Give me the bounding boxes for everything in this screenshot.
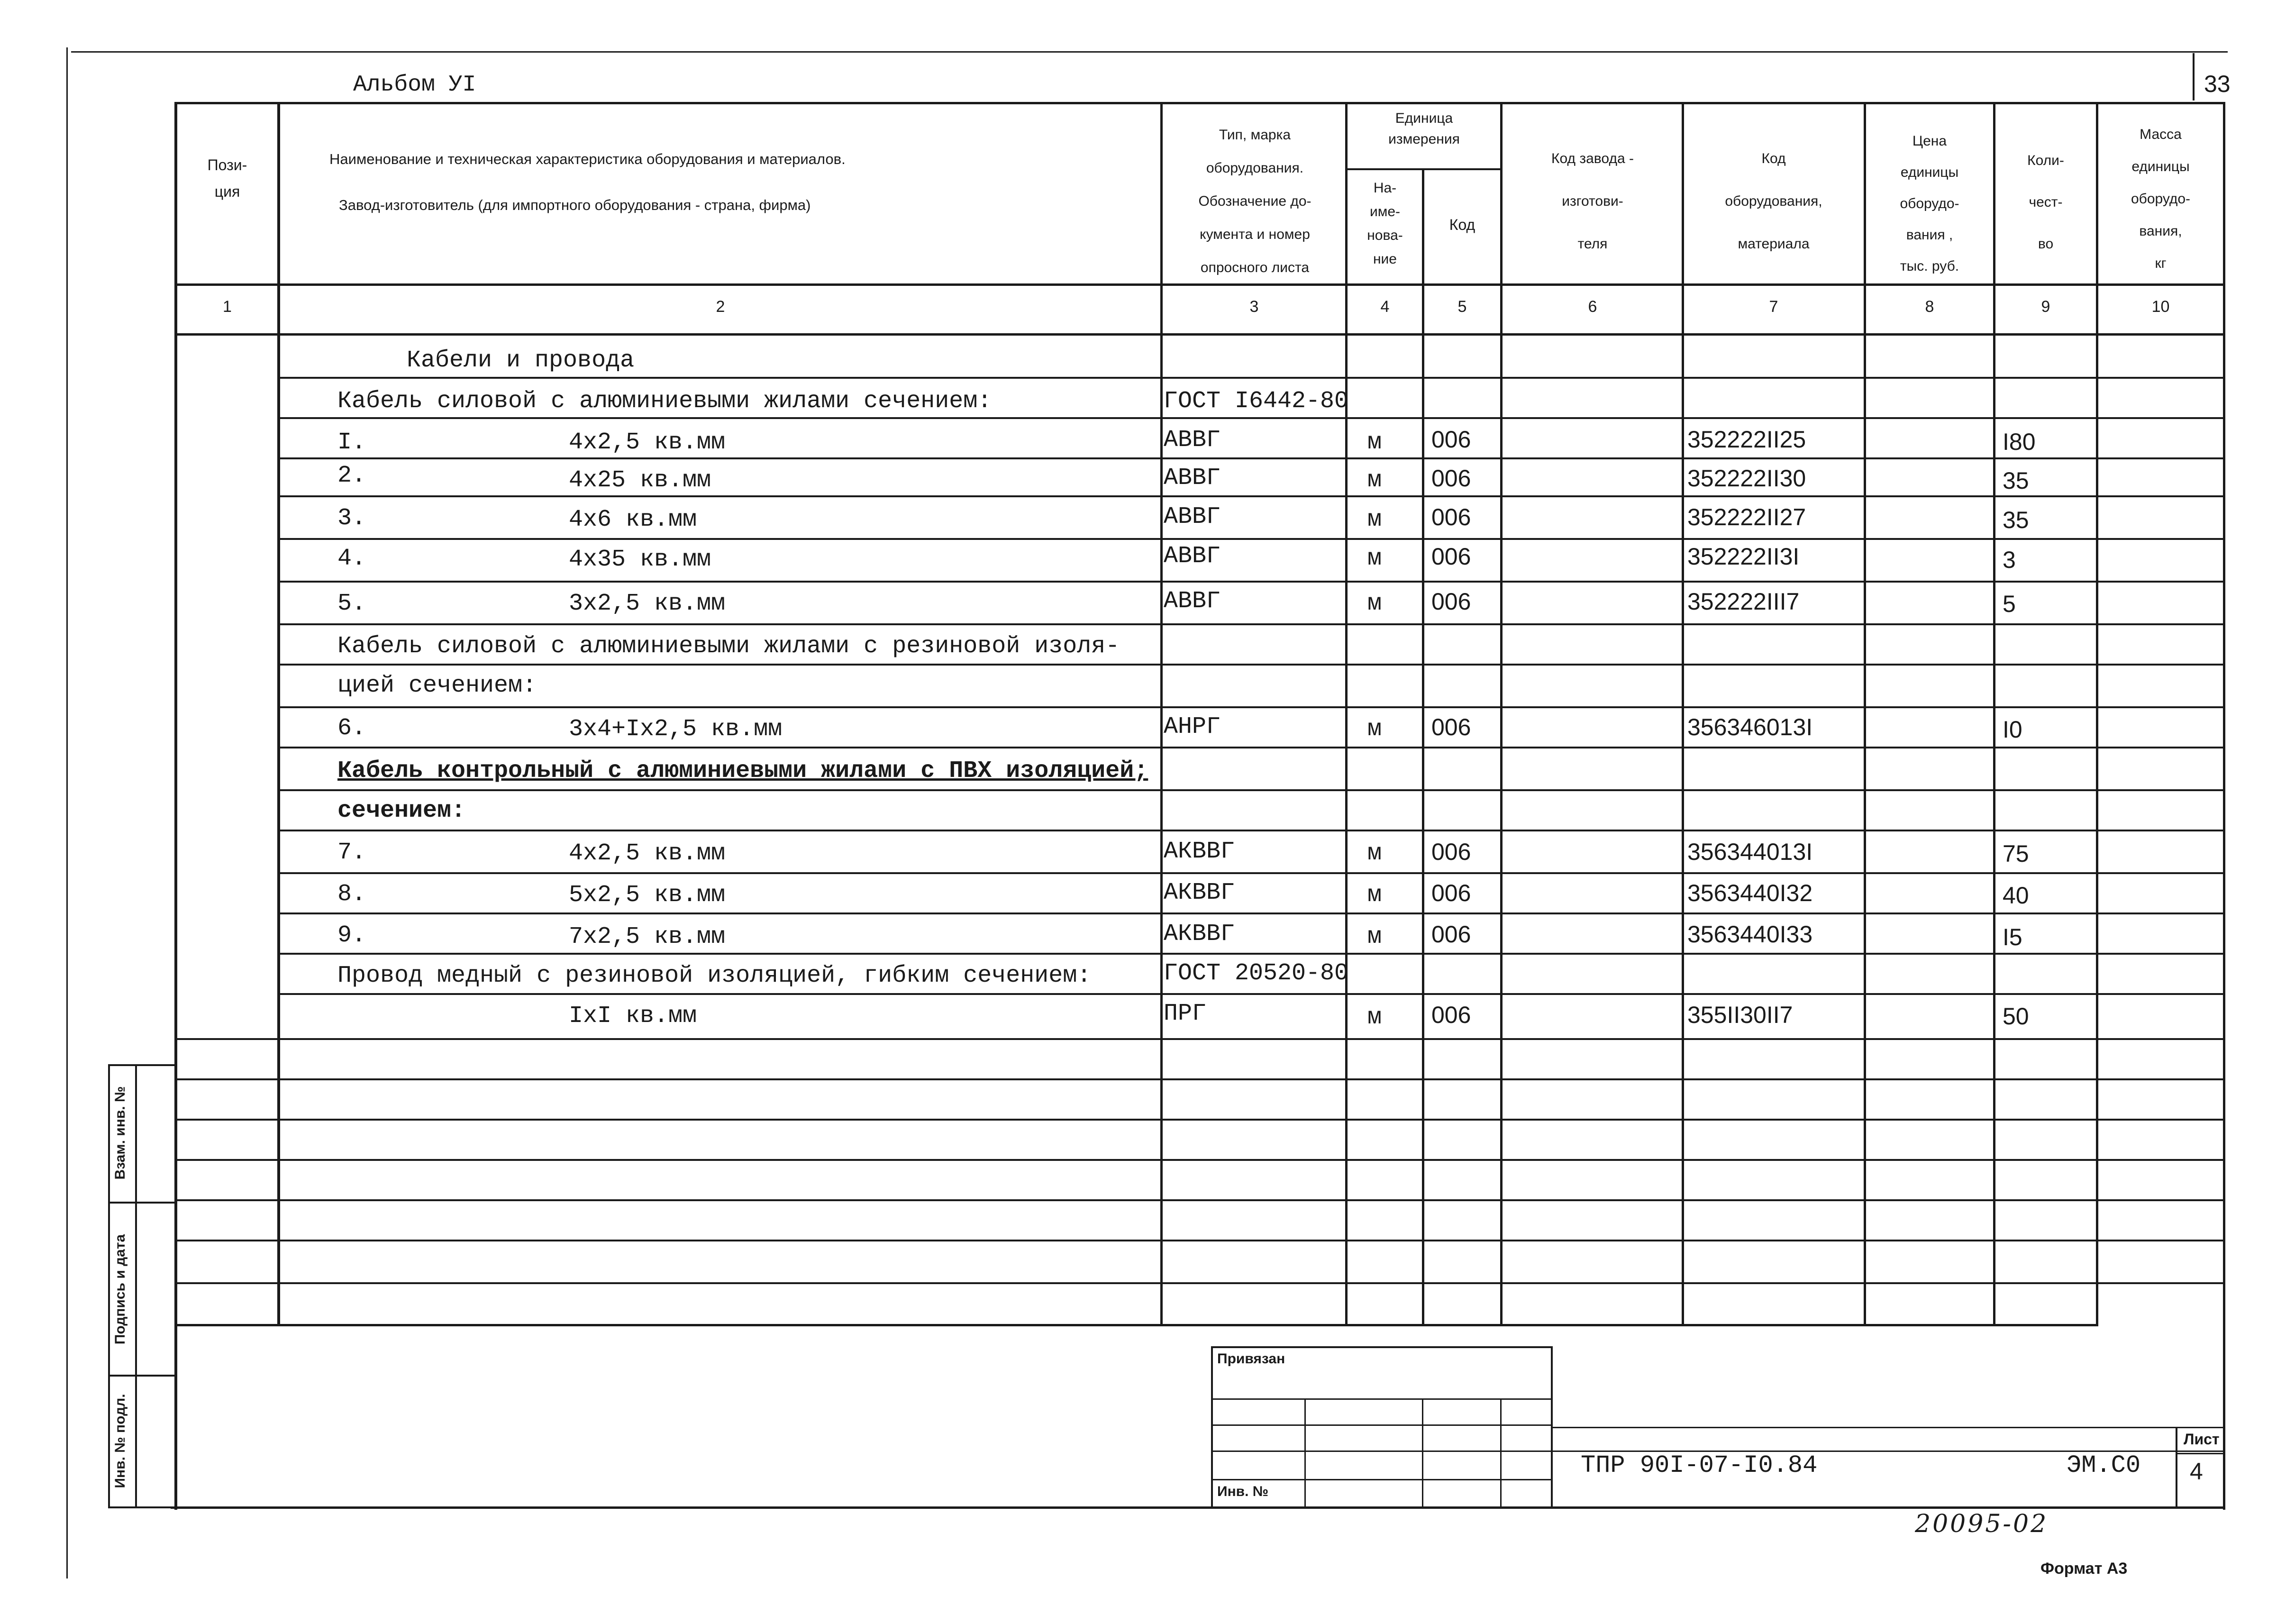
colnum-5: 5 — [1457, 298, 1467, 316]
header-quantity: Коли- чест- во — [2027, 153, 2064, 252]
row-type: АКВВГ — [1164, 921, 1235, 948]
row-type: АВВГ — [1164, 427, 1221, 454]
col-sep-3 — [1345, 102, 1348, 1325]
row-number: I. — [337, 429, 366, 456]
left-margin-line — [66, 47, 68, 1578]
header-unit-code: Код — [1449, 216, 1475, 233]
row-qty: 40 — [2003, 882, 2029, 909]
header-factory-code: Код завода - изготови- теля — [1551, 151, 1634, 252]
row-qty: I5 — [2003, 924, 2022, 950]
row-line — [280, 538, 2223, 540]
row-unit: м — [1367, 1004, 1382, 1031]
row-type: ПРГ — [1164, 1000, 1207, 1027]
side-label-inv-original: Инв. № подл. — [112, 1394, 128, 1488]
row-unit: м — [1367, 506, 1382, 533]
header-unit-title: Единица измерения — [1388, 110, 1460, 147]
page-number: 33 — [2204, 71, 2231, 97]
header-price: Цена единицы оборудо- вания , тыс. руб. — [1900, 133, 1959, 274]
row-qty: I0 — [2003, 716, 2022, 743]
row-code: 356346013I — [1687, 714, 1813, 740]
side-label-signature-date: Подпись и дата — [112, 1234, 128, 1345]
row-code: 352222III7 — [1687, 588, 1800, 615]
row-type: АВВГ — [1164, 465, 1221, 492]
group-title: цией сечением: — [337, 672, 537, 699]
row-code: 352222II3I — [1687, 543, 1800, 570]
group-title: сечением: — [337, 797, 466, 824]
stamp-inv-no-label: Инв. № — [1217, 1484, 1269, 1499]
row-unit-code: 006 — [1431, 714, 1471, 740]
title-block-top — [1211, 1346, 1552, 1348]
title-block-bottom — [171, 1506, 2225, 1509]
header-position: Пози- ция — [207, 156, 247, 200]
row-type: ГОСТ 20520-80 — [1164, 960, 1349, 987]
col-sep-9 — [2096, 102, 2098, 1325]
row-line — [280, 953, 2223, 955]
side-label-replace-inv: Взам. инв. № — [112, 1086, 128, 1180]
row-qty: 75 — [2003, 840, 2029, 867]
row-unit-code: 006 — [1431, 588, 1471, 615]
row-unit: м — [1367, 716, 1382, 743]
document-code: ТПР 90I-07-I0.84 — [1581, 1451, 1818, 1479]
header-mass: Масса единицы оборудо- вания, кг — [2131, 127, 2191, 271]
row-line — [280, 912, 2223, 914]
row-line — [280, 830, 2223, 831]
header-type: Тип, марка оборудования. Обозначение до- кумента и номер опросного листа — [1198, 127, 1311, 275]
col-sep-5 — [1500, 102, 1503, 1325]
colnum-2: 2 — [716, 298, 725, 316]
row-qty: 35 — [2003, 507, 2029, 533]
row-number: 6. — [337, 715, 366, 742]
row-number: 8. — [337, 881, 366, 908]
row-qty: 5 — [2003, 591, 2016, 617]
row-line — [280, 747, 2223, 748]
row-line — [280, 377, 2223, 379]
row-code: 352222II30 — [1687, 465, 1806, 492]
colnum-1: 1 — [223, 298, 232, 316]
row-spec: 4x2,5 кв.мм — [569, 429, 726, 456]
top-border-line — [71, 51, 2228, 53]
row-unit: м — [1367, 923, 1382, 950]
row-type: АКВВГ — [1164, 879, 1235, 906]
row-number: 5. — [337, 590, 366, 617]
row-line — [176, 1038, 2224, 1040]
row-unit: м — [1367, 882, 1382, 909]
side-stamp-left — [108, 1064, 110, 1507]
row-qty: 35 — [2003, 467, 2029, 494]
row-spec: 3x4+Ix2,5 кв.мм — [569, 716, 783, 743]
group-title: Кабель силовой с алюминиевыми жилами с резиновой изоля- — [337, 633, 1120, 660]
title-block-col1 — [1304, 1398, 1306, 1507]
row-qty: 3 — [2003, 547, 2016, 573]
page-number-divider — [2193, 53, 2195, 100]
title-doc-top — [1552, 1427, 2225, 1428]
header-name-line2: Завод-изготовитель (для импортного оборудования - страна, фирма) — [339, 197, 811, 213]
side-stamp-mid — [135, 1064, 137, 1507]
row-line — [176, 1159, 2224, 1161]
row-line — [280, 789, 2223, 791]
header-equip-code: Код оборудования, материала — [1725, 151, 1822, 252]
handwritten-doc-number: 20095-02 — [1915, 1510, 2049, 1538]
row-unit: м — [1367, 467, 1382, 494]
header-name-line1: Наименование и техническая характеристика оборудования и материалов. — [329, 151, 846, 167]
col-sep-8 — [1993, 102, 1995, 1325]
row-qty: 50 — [2003, 1003, 2029, 1030]
sheet-number: 4 — [2190, 1458, 2203, 1485]
row-unit: м — [1367, 429, 1382, 456]
row-unit-code: 006 — [1431, 921, 1471, 948]
row-line — [176, 1240, 2224, 1241]
row-type: АВВГ — [1164, 543, 1221, 570]
unit-header-divider — [1345, 168, 1502, 170]
sheet-box-divider — [2176, 1453, 2225, 1454]
row-line — [280, 993, 2223, 995]
row-spec: 4x25 кв.мм — [569, 467, 711, 494]
row-line — [280, 417, 2223, 419]
row-type: АКВВГ — [1164, 838, 1235, 865]
col-sep-6 — [1682, 102, 1684, 1325]
format-label: Формат А3 — [2040, 1560, 2128, 1578]
col-sep-2 — [1160, 102, 1163, 1325]
group-title: Кабель силовой с алюминиевыми жилами сечением: — [337, 388, 992, 415]
row-number: 3. — [337, 505, 366, 532]
colnum-9: 9 — [2041, 298, 2050, 316]
row-line — [176, 1078, 2224, 1080]
row-code: 3563440I32 — [1687, 880, 1813, 906]
colnum-bottom-line — [176, 333, 2224, 336]
row-line — [280, 872, 2223, 874]
row-unit: м — [1367, 840, 1382, 867]
row-code: 356344013I — [1687, 839, 1813, 865]
row-type: АВВГ — [1164, 503, 1221, 530]
group-title: Провод медный с резиновой изоляцией, гибким сечением: — [337, 962, 1092, 989]
row-spec: 4x2,5 кв.мм — [569, 840, 726, 867]
row-spec: 4x6 кв.мм — [569, 506, 697, 533]
row-code: 352222II27 — [1687, 504, 1806, 530]
row-number: 2. — [337, 462, 366, 489]
row-type: АНРГ — [1164, 713, 1221, 740]
row-unit-code: 006 — [1431, 504, 1471, 530]
colnum-8: 8 — [1925, 298, 1934, 316]
row-unit: м — [1367, 545, 1382, 572]
row-number: 7. — [337, 839, 366, 866]
group-title: Кабель контрольный с алюминиевыми жилами с ПВХ изоляцией; — [337, 757, 1148, 785]
col-sep-1 — [277, 102, 280, 1325]
row-spec: 5x2,5 кв.мм — [569, 882, 726, 909]
row-spec: 7x2,5 кв.мм — [569, 923, 726, 950]
row-number: 9. — [337, 922, 366, 949]
row-type: ГОСТ I6442-80 — [1164, 388, 1349, 415]
row-line — [280, 664, 2223, 666]
row-code: 355II30II7 — [1687, 1002, 1793, 1028]
colnum-10: 10 — [2151, 298, 2170, 316]
table-body-bottom — [176, 1324, 2098, 1326]
row-line — [176, 1119, 2224, 1121]
row-spec: 4x35 кв.мм — [569, 546, 711, 573]
colnum-3: 3 — [1249, 298, 1259, 316]
row-line — [176, 1282, 2224, 1284]
row-line — [176, 1199, 2224, 1201]
row-unit-code: 006 — [1431, 543, 1471, 570]
row-unit-code: 006 — [1431, 880, 1471, 906]
table-top-line — [176, 102, 2224, 104]
sheet-label: Лист — [2184, 1431, 2220, 1448]
row-spec: IxI кв.мм — [569, 1003, 697, 1030]
col-sep-7 — [1864, 102, 1866, 1325]
title-block-col3 — [1500, 1398, 1502, 1507]
title-block-left — [1211, 1346, 1213, 1507]
title-block-col2 — [1422, 1398, 1423, 1507]
row-line — [280, 457, 2223, 459]
row-line — [280, 495, 2223, 497]
section-title: Кабели и провода — [407, 347, 635, 374]
row-line — [280, 706, 2223, 708]
row-unit-code: 006 — [1431, 465, 1471, 492]
row-qty: I80 — [2003, 429, 2036, 455]
row-line — [280, 581, 2223, 583]
row-spec: 3x2,5 кв.мм — [569, 590, 726, 617]
row-unit-code: 006 — [1431, 839, 1471, 865]
row-unit-code: 006 — [1431, 426, 1471, 453]
colnum-6: 6 — [1588, 298, 1597, 316]
row-number: 4. — [337, 545, 366, 572]
row-code: 3563440I33 — [1687, 921, 1813, 948]
document-section: ЭМ.С0 — [2067, 1451, 2141, 1479]
row-line — [280, 623, 2223, 625]
row-unit-code: 006 — [1431, 1002, 1471, 1028]
row-code: 352222II25 — [1687, 426, 1806, 453]
colnum-4: 4 — [1380, 298, 1390, 316]
stamp-attached-label: Привязан — [1217, 1351, 1285, 1367]
album-title: Альбом УI — [353, 72, 476, 98]
sheet-box-left — [2176, 1427, 2177, 1507]
header-unit-name: На- име- нова- ние — [1367, 180, 1403, 267]
colnum-7: 7 — [1769, 298, 1778, 316]
row-unit: м — [1367, 590, 1382, 617]
row-type: АВВГ — [1164, 588, 1221, 615]
